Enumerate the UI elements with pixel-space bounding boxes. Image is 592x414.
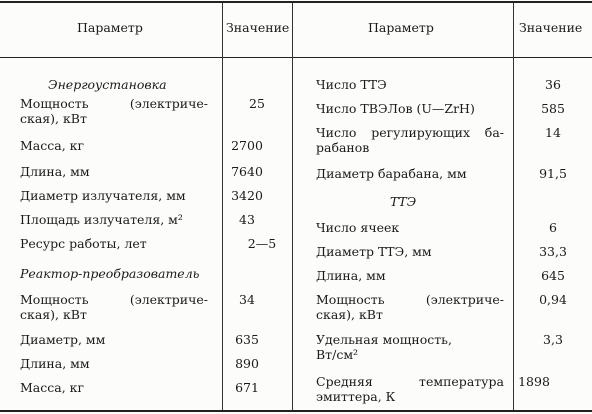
left-row-reactor-length: Длина, мм xyxy=(20,356,90,371)
left-value-reactor-length: 890 xyxy=(235,356,259,371)
right-row-emitter-temp-line2: эмиттера, К xyxy=(316,389,396,404)
left-row-length: Длина, мм xyxy=(20,164,90,179)
left-value-mass: 2700 xyxy=(231,138,263,153)
right-value-drum-count: 14 xyxy=(545,125,561,140)
divider-center xyxy=(292,3,293,410)
right-row-emitter-temp-word2: температура xyxy=(419,374,504,389)
right-value-fuel-count: 585 xyxy=(541,101,565,116)
top-rule xyxy=(0,1,592,3)
left-value-radiator-area: 43 xyxy=(239,212,255,227)
bottom-rule xyxy=(0,410,592,412)
right-row-drum-diameter: Диаметр барабана, мм xyxy=(316,166,467,181)
right-value-tte-count: 36 xyxy=(545,77,561,92)
left-value-radiator-diameter: 3420 xyxy=(231,188,263,203)
left-value-service-life: 2—5 xyxy=(247,236,277,251)
section-title-tte: ТТЭ xyxy=(390,194,417,209)
section-title-power-plant: Энергоустановка xyxy=(48,77,167,92)
header-rule xyxy=(0,57,592,58)
left-row-reactor-power-line2: ская), кВт xyxy=(20,307,87,322)
right-row-tte-count: Число ТТЭ xyxy=(316,77,387,92)
left-value-power: 25 xyxy=(249,96,265,111)
left-row-reactor-mass: Масса, кг xyxy=(20,380,85,395)
left-row-power-line2: ская), кВт xyxy=(20,111,87,126)
divider-left-value xyxy=(222,3,223,410)
right-row-drum-count-line1 xyxy=(316,125,504,140)
left-value-reactor-power: 34 xyxy=(239,292,255,307)
right-value-specific-power: 3,3 xyxy=(543,332,563,347)
left-row-reactor-power-word1: Мощность xyxy=(20,292,89,307)
left-row-radiator-area: Площадь излучателя, м² xyxy=(20,212,183,227)
right-value-cell-count: 6 xyxy=(549,220,557,235)
right-row-specific-power-line2: Вт/см² xyxy=(316,347,359,362)
right-value-tte-diameter: 33,3 xyxy=(539,244,567,259)
right-row-emitter-temp-word1: Средняя xyxy=(316,374,373,389)
right-row-tte-power-word2: (электриче- xyxy=(425,292,504,307)
right-row-drum-word1: Число xyxy=(316,125,357,140)
left-row-reactor-power-line1 xyxy=(20,292,208,307)
header-value-right: Значение xyxy=(519,20,583,35)
header-param-left: Параметр xyxy=(77,20,143,35)
divider-right-value xyxy=(513,3,514,410)
right-row-tte-power-word1: Мощность xyxy=(316,292,385,307)
left-value-length: 7640 xyxy=(231,164,263,179)
right-row-specific-power-line1: Удельная мощность, xyxy=(316,332,452,347)
right-row-tte-diameter: Диаметр ТТЭ, мм xyxy=(316,244,432,259)
left-row-power-word1: Мощность xyxy=(20,96,89,111)
left-row-radiator-diameter: Диаметр излучателя, мм xyxy=(20,188,186,203)
left-row-service-life: Ресурс работы, лет xyxy=(20,236,147,251)
right-value-drum-diameter: 91,5 xyxy=(539,166,567,181)
left-row-mass: Масса, кг xyxy=(20,138,85,153)
left-row-reactor-power-word2: (электриче- xyxy=(129,292,208,307)
right-row-drum-word2: регулирующих xyxy=(371,125,471,140)
right-row-fuel-count: Число ТВЭЛов (U—ZrH) xyxy=(316,101,475,116)
right-row-cell-count: Число ячеек xyxy=(316,220,400,235)
right-row-tte-power-line1 xyxy=(316,292,504,307)
right-row-tte-power-line2: ская), кВт xyxy=(316,307,383,322)
header-param-right: Параметр xyxy=(368,20,434,35)
left-row-power-word2: (электриче- xyxy=(129,96,208,111)
left-value-reactor-mass: 671 xyxy=(235,380,259,395)
left-row-power-line1 xyxy=(20,96,208,111)
right-row-emitter-temp-line1 xyxy=(316,374,504,389)
header-value-left: Значение xyxy=(226,20,290,35)
right-row-tte-length: Длина, мм xyxy=(316,268,386,283)
left-value-reactor-diameter: 635 xyxy=(235,332,259,347)
right-row-drum-count-line2: рабанов xyxy=(316,140,370,155)
right-value-tte-length: 645 xyxy=(541,268,565,283)
right-value-tte-power: 0,94 xyxy=(539,292,567,307)
right-row-drum-word3: ба- xyxy=(484,125,504,140)
left-row-reactor-diameter: Диаметр, мм xyxy=(20,332,106,347)
right-value-emitter-temp: 1898 xyxy=(518,374,550,389)
section-title-reactor-converter: Реактор-преобразователь xyxy=(20,266,200,281)
